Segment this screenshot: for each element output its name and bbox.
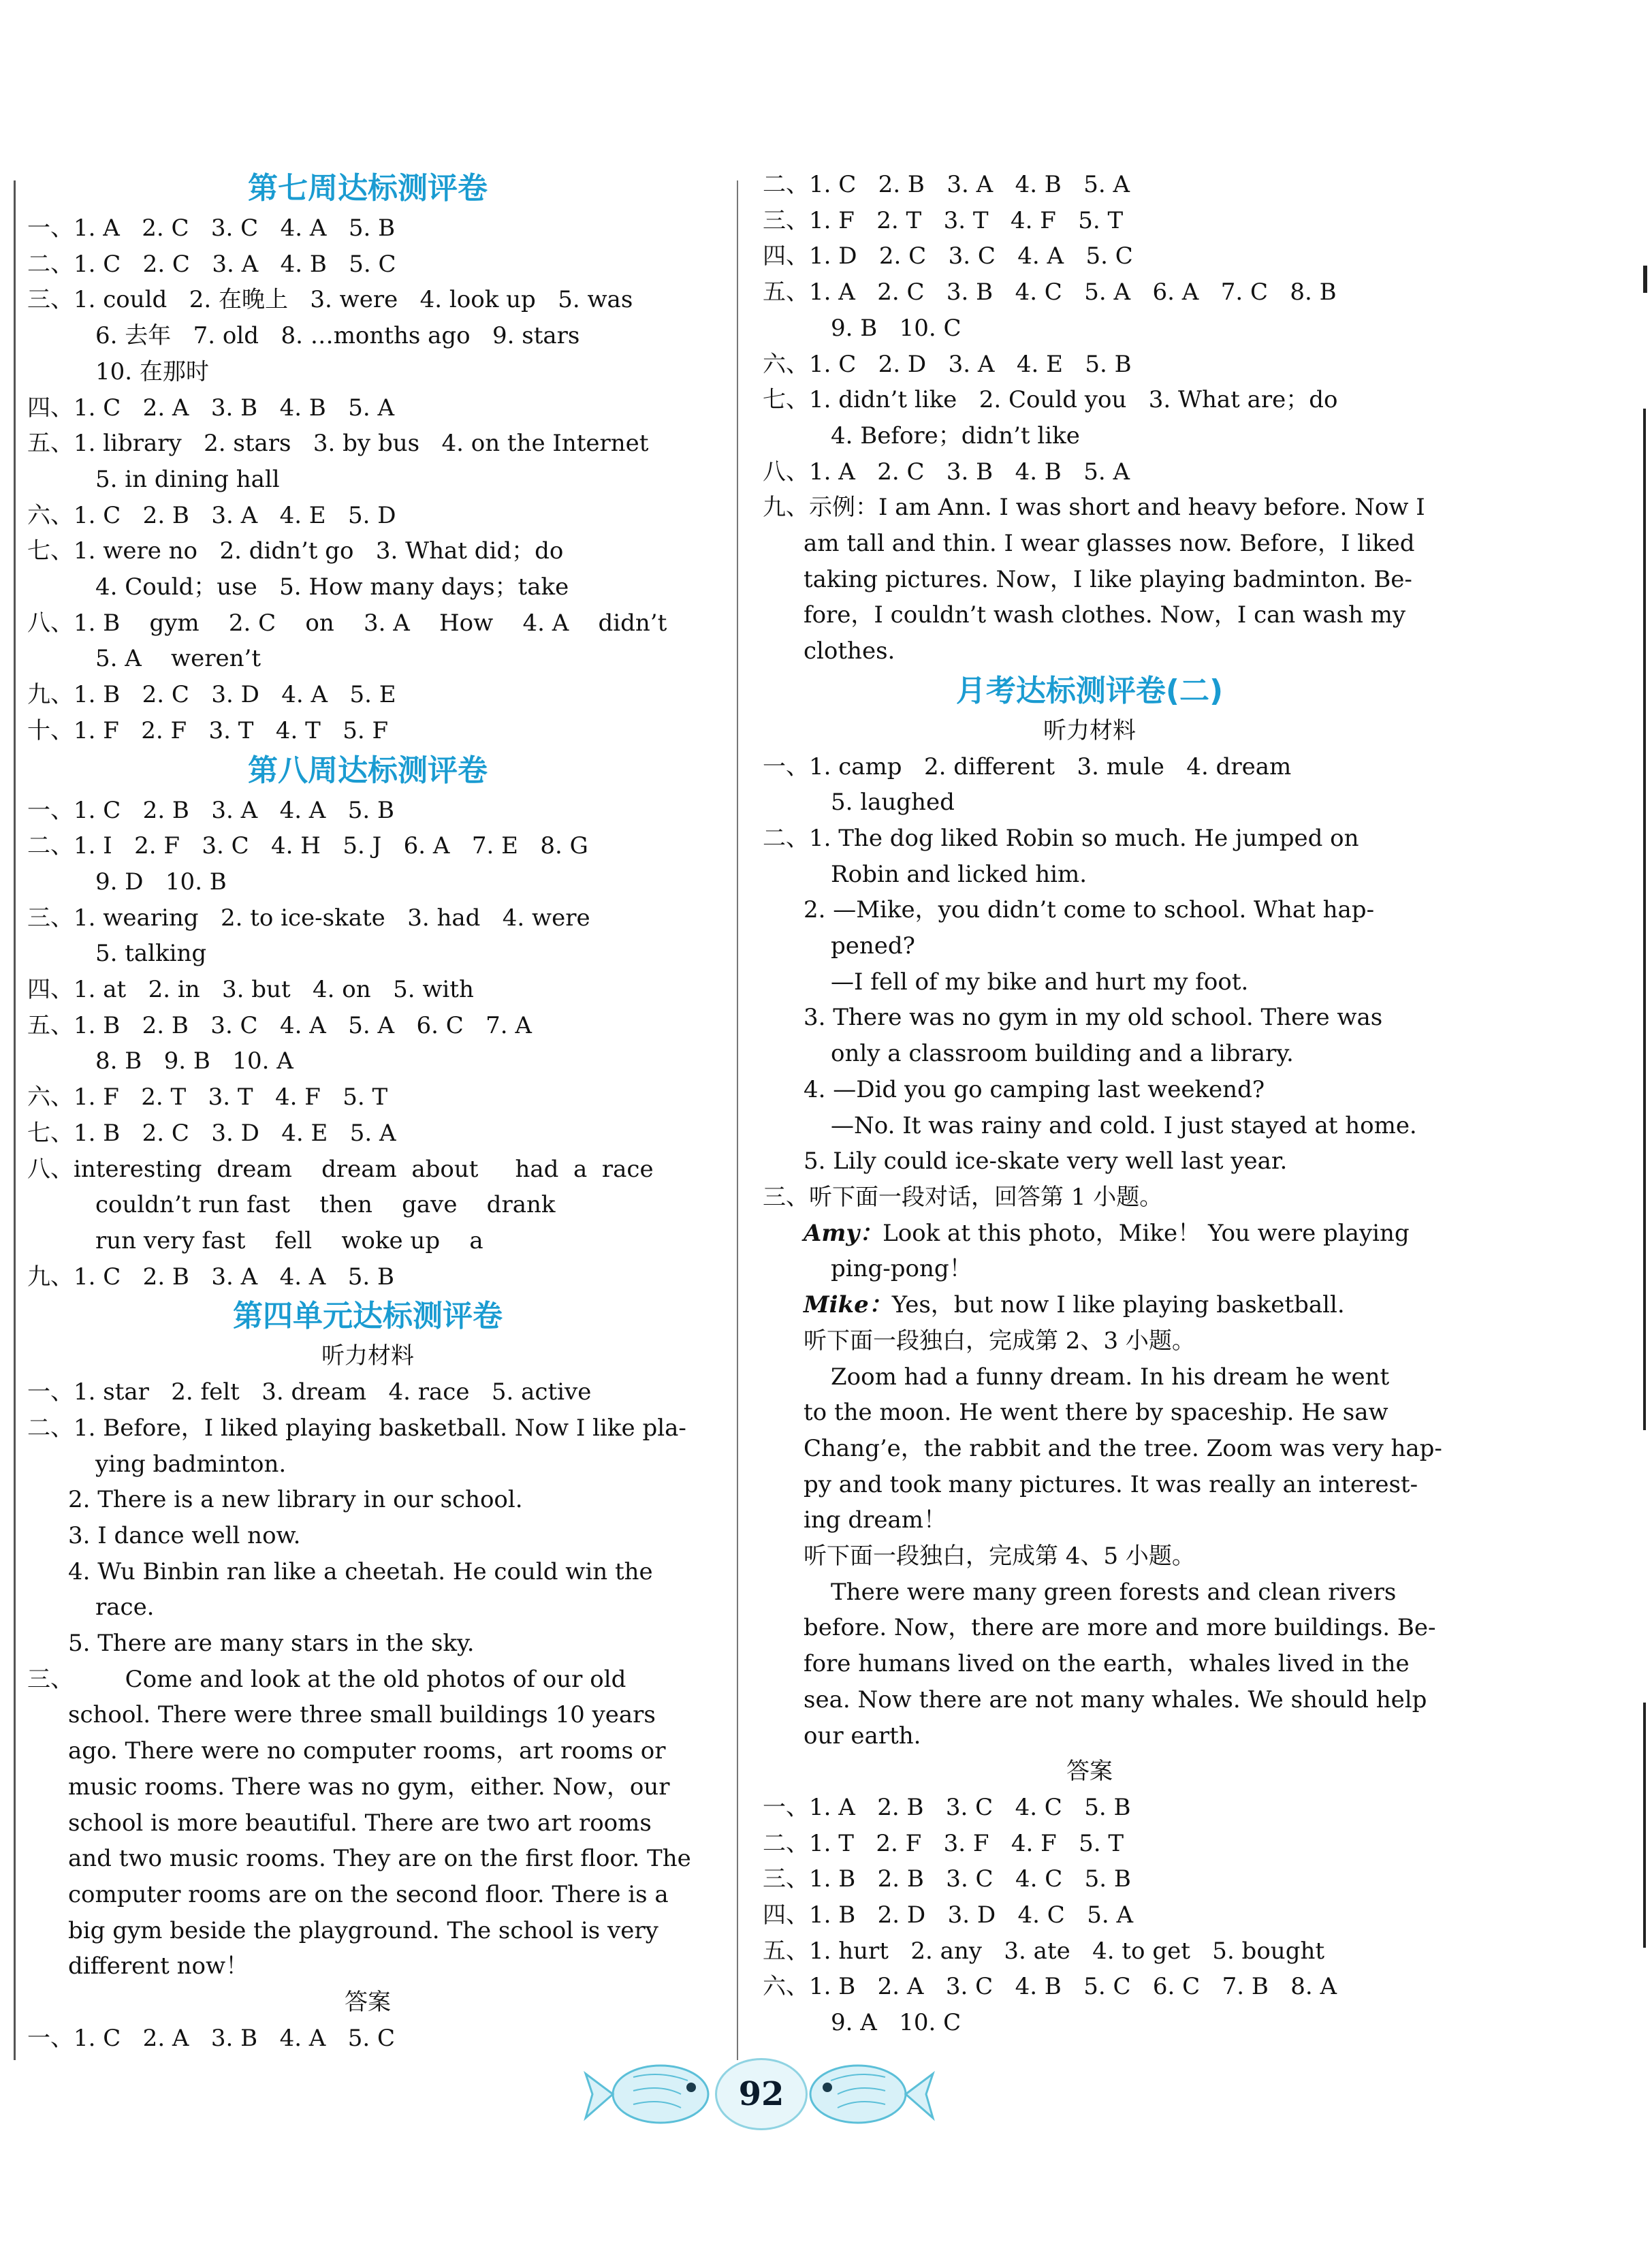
answer-line: 10. 在那时 (95, 358, 209, 385)
answer-line: 三、1. wearing 2. to ice-skate 3. had 4. were (27, 904, 590, 932)
answer-line: 十、1. F 2. F 3. T 4. T 5. F (27, 716, 389, 744)
answer-line: am tall and thin. I wear glasses now. Before，I liked (804, 530, 1415, 558)
fish-right-icon (804, 2057, 940, 2138)
answer-line: 六、1. C 2. D 3. A 4. E 5. B (763, 350, 1132, 378)
answer-line: ago. There were no computer rooms，art rooms or (68, 1737, 666, 1765)
answer-line: fore，I couldn’t wash clothes. Now，I can wash my (804, 601, 1406, 629)
answer-line: our earth. (804, 1722, 921, 1750)
answer-line: There were many green forests and clean rivers (831, 1578, 1397, 1606)
answer-line: 二、1. C 2. C 3. A 4. B 5. C (27, 250, 396, 278)
right-column (763, 167, 1442, 2041)
answer-line: ing dream！ (804, 1506, 947, 1534)
left-column (27, 167, 708, 2056)
answer-line: 三、1. B 2. B 3. C 4. C 5. B (763, 1865, 1131, 1893)
section-title: 第七周达标测评卷 (248, 171, 488, 206)
answer-line: 3. There was no gym in my old school. There was (804, 1004, 1383, 1032)
answer-line: 4. Before；didn’t like (831, 422, 1080, 449)
answer-line: 二、1. T 2. F 3. F 4. F 5. T (763, 1829, 1124, 1857)
answer-line: 5. There are many stars in the sky. (68, 1630, 475, 1658)
answer-line: Robin and licked him. (831, 860, 1087, 888)
answer-line: 二、1. I 2. F 3. C 4. H 5. J 6. A 7. E 8. G (27, 832, 588, 860)
answer-line: 5. laughed (831, 789, 955, 817)
subheading: 听力材料 (1043, 716, 1136, 744)
answer-line: 二、1. Before，I liked playing basketball. Now I like pla- (27, 1414, 686, 1442)
answer-line: taking pictures. Now，I like playing badminton. Be- (804, 565, 1412, 593)
answer-line: 八、1. B gym 2. C on 3. A How 4. A didn’t (27, 609, 667, 637)
answer-line: 2. —Mike，you didn’t come to school. What hap- (804, 896, 1375, 924)
section-title: 第四单元达标测评卷 (233, 1299, 503, 1334)
answer-line: 6. 去年 7. old 8. …months ago 9. stars (95, 322, 580, 350)
speaker-name: Mike： (804, 1291, 892, 1319)
section-title: 第八周达标测评卷 (248, 753, 488, 788)
answer-line: 五、1. hurt 2. any 3. ate 4. to get 5. bought (763, 1937, 1325, 1965)
answer-line: couldn’t run fast then gave drank (95, 1191, 556, 1219)
left-margin-rule (14, 180, 16, 2060)
answer-line: race. (95, 1594, 155, 1622)
answer-line: 一、1. C 2. B 3. A 4. A 5. B (27, 796, 395, 824)
answer-line: 5. in dining hall (95, 465, 280, 493)
answer-line: 四、1. B 2. D 3. D 4. C 5. A (763, 1901, 1133, 1929)
dialogue-text: Yes，but now I like playing basketball. (891, 1291, 1345, 1319)
answer-line: 3. I dance well now. (68, 1521, 301, 1549)
answer-line: 一、1. star 2. felt 3. dream 4. race 5. active (27, 1378, 592, 1406)
answer-line: 六、1. B 2. A 3. C 4. B 5. C 6. C 7. B 8. A (763, 1973, 1337, 2001)
answer-line: Chang’e，the rabbit and the tree. Zoom was very hap- (804, 1434, 1442, 1462)
subheading: 答案 (1066, 1758, 1113, 1786)
answer-line: 5. talking (95, 940, 207, 968)
answer-line: 4. Wu Binbin ran like a cheetah. He could win the (68, 1558, 653, 1585)
answer-line: 9. A 10. C (831, 2009, 962, 2037)
answer-line: 三、 Come and look at the old photos of our old (27, 1665, 626, 1693)
answer-line: 四、1. C 2. A 3. B 4. B 5. A (27, 394, 395, 422)
answer-line: Zoom had a funny dream. In his dream he went (831, 1363, 1390, 1391)
answer-line: 七、1. didn’t like 2. Could you 3. What are；do (763, 386, 1338, 414)
fish-left-icon (579, 2057, 715, 2138)
answer-line: 听下面一段独白，完成第 2、3 小题。 (804, 1327, 1195, 1355)
answer-line: 一、1. C 2. A 3. B 4. A 5. C (27, 2024, 396, 2052)
answer-line: 4. —Did you go camping last weekend? (804, 1075, 1265, 1103)
subheading: 听力材料 (321, 1342, 414, 1370)
answer-line: pened? (831, 932, 915, 960)
dialogue-line (763, 1216, 1416, 1252)
answer-line: 九、1. B 2. C 3. D 4. A 5. E (27, 681, 396, 709)
answer-line: ying badminton. (95, 1450, 287, 1478)
answer-line: 9. D 10. B (95, 868, 227, 896)
answer-line: 五、1. A 2. C 3. B 4. C 5. A 6. A 7. C 8. B (763, 279, 1337, 306)
answer-line: computer rooms are on the second floor. There is a (68, 1880, 669, 1908)
answer-line: 九、1. C 2. B 3. A 4. A 5. B (27, 1263, 395, 1291)
answer-line: run very fast fell woke up a (95, 1227, 483, 1254)
answer-line: 九、示例：I am Ann. I was short and heavy before. Now I (763, 494, 1425, 522)
answer-line: and two music rooms. They are on the first floor. The (68, 1845, 691, 1873)
section-title: 月考达标测评卷(二) (955, 673, 1224, 708)
answer-line: 2. There is a new library in our school. (68, 1486, 523, 1514)
answer-line: 三、1. F 2. T 3. T 4. F 5. T (763, 206, 1124, 234)
answer-line: 二、1. C 2. B 3. A 4. B 5. A (763, 171, 1130, 198)
answer-line: 一、1. A 2. C 3. C 4. A 5. B (27, 215, 396, 242)
answer-line: 9. B 10. C (831, 314, 962, 342)
answer-line: to the moon. He went there by spaceship. He saw (804, 1399, 1388, 1427)
answer-line: fore humans lived on the earth，whales lived in the (804, 1650, 1410, 1678)
answer-line: only a classroom building and a library. (831, 1040, 1294, 1068)
answer-line: different now！ (68, 1952, 249, 1980)
answer-line: 三、听下面一段对话，回答第 1 小题。 (763, 1183, 1163, 1211)
column-divider (737, 180, 738, 2060)
answer-line: 四、1. D 2. C 3. C 4. A 5. C (763, 242, 1133, 270)
answer-line: py and took many pictures. It was really an interest- (804, 1470, 1418, 1498)
answer-line: 5. A weren’t (95, 645, 261, 673)
answer-line: 8. B 9. B 10. A (95, 1047, 293, 1075)
speaker-name: Amy： (804, 1219, 883, 1247)
answer-line: —I fell of my bike and hurt my foot. (831, 968, 1249, 996)
answer-line: 五、1. library 2. stars 3. by bus 4. on the Internet (27, 430, 649, 458)
subheading: 答案 (345, 1989, 391, 2017)
page-number: 92 (715, 2058, 808, 2130)
answer-line: ping-pong！ (831, 1255, 972, 1283)
answer-line: school is more beautiful. There are two art rooms (68, 1809, 652, 1837)
answer-line: —No. It was rainy and cold. I just stayed at home. (831, 1111, 1417, 1139)
answer-line: 4. Could；use 5. How many days；take (95, 573, 569, 601)
answer-line: 八、interesting dream dream about had a race (27, 1155, 654, 1183)
answer-line: sea. Now there are not many whales. We should help (804, 1686, 1427, 1713)
answer-line: 六、1. C 2. B 3. A 4. E 5. D (27, 501, 396, 529)
dialogue-text: Look at this photo，Mike！ You were playing (883, 1219, 1410, 1247)
answer-line: 三、1. could 2. 在晚上 3. were 4. look up 5. was (27, 286, 633, 314)
answer-line: 一、1. camp 2. different 3. mule 4. dream (763, 753, 1292, 780)
scan-edge-mark (1643, 266, 1647, 293)
page-footer (579, 2050, 940, 2138)
answer-line: 五、1. B 2. B 3. C 4. A 5. A 6. C 7. A (27, 1011, 532, 1039)
answer-line: 八、1. A 2. C 3. B 4. B 5. A (763, 458, 1130, 486)
answer-line: 四、1. at 2. in 3. but 4. on 5. with (27, 976, 474, 1004)
scan-edge-mark (1643, 1703, 1646, 1948)
answer-line: 一、1. A 2. B 3. C 4. C 5. B (763, 1793, 1131, 1821)
answer-line: big gym beside the playground. The school is very (68, 1916, 658, 1944)
scan-edge-mark (1643, 409, 1646, 1430)
answer-line: 5. Lily could ice-skate very well last year. (804, 1148, 1288, 1175)
answer-line: 六、1. F 2. T 3. T 4. F 5. T (27, 1084, 388, 1111)
answer-line: clothes. (804, 637, 895, 665)
answer-line: 二、1. The dog liked Robin so much. He jumped on (763, 824, 1359, 852)
answer-line: 七、1. B 2. C 3. D 4. E 5. A (27, 1119, 396, 1147)
dialogue-line (763, 1287, 1416, 1323)
answer-line: school. There were three small buildings 10 years (68, 1701, 656, 1729)
answer-line: 听下面一段独白，完成第 4、5 小题。 (804, 1543, 1195, 1570)
answer-line: music rooms. There was no gym，either. Now，our (68, 1773, 670, 1801)
answer-line: 七、1. were no 2. didn’t go 3. What did；do (27, 537, 564, 565)
answer-line: before. Now，there are more and more buildings. Be- (804, 1614, 1436, 1642)
